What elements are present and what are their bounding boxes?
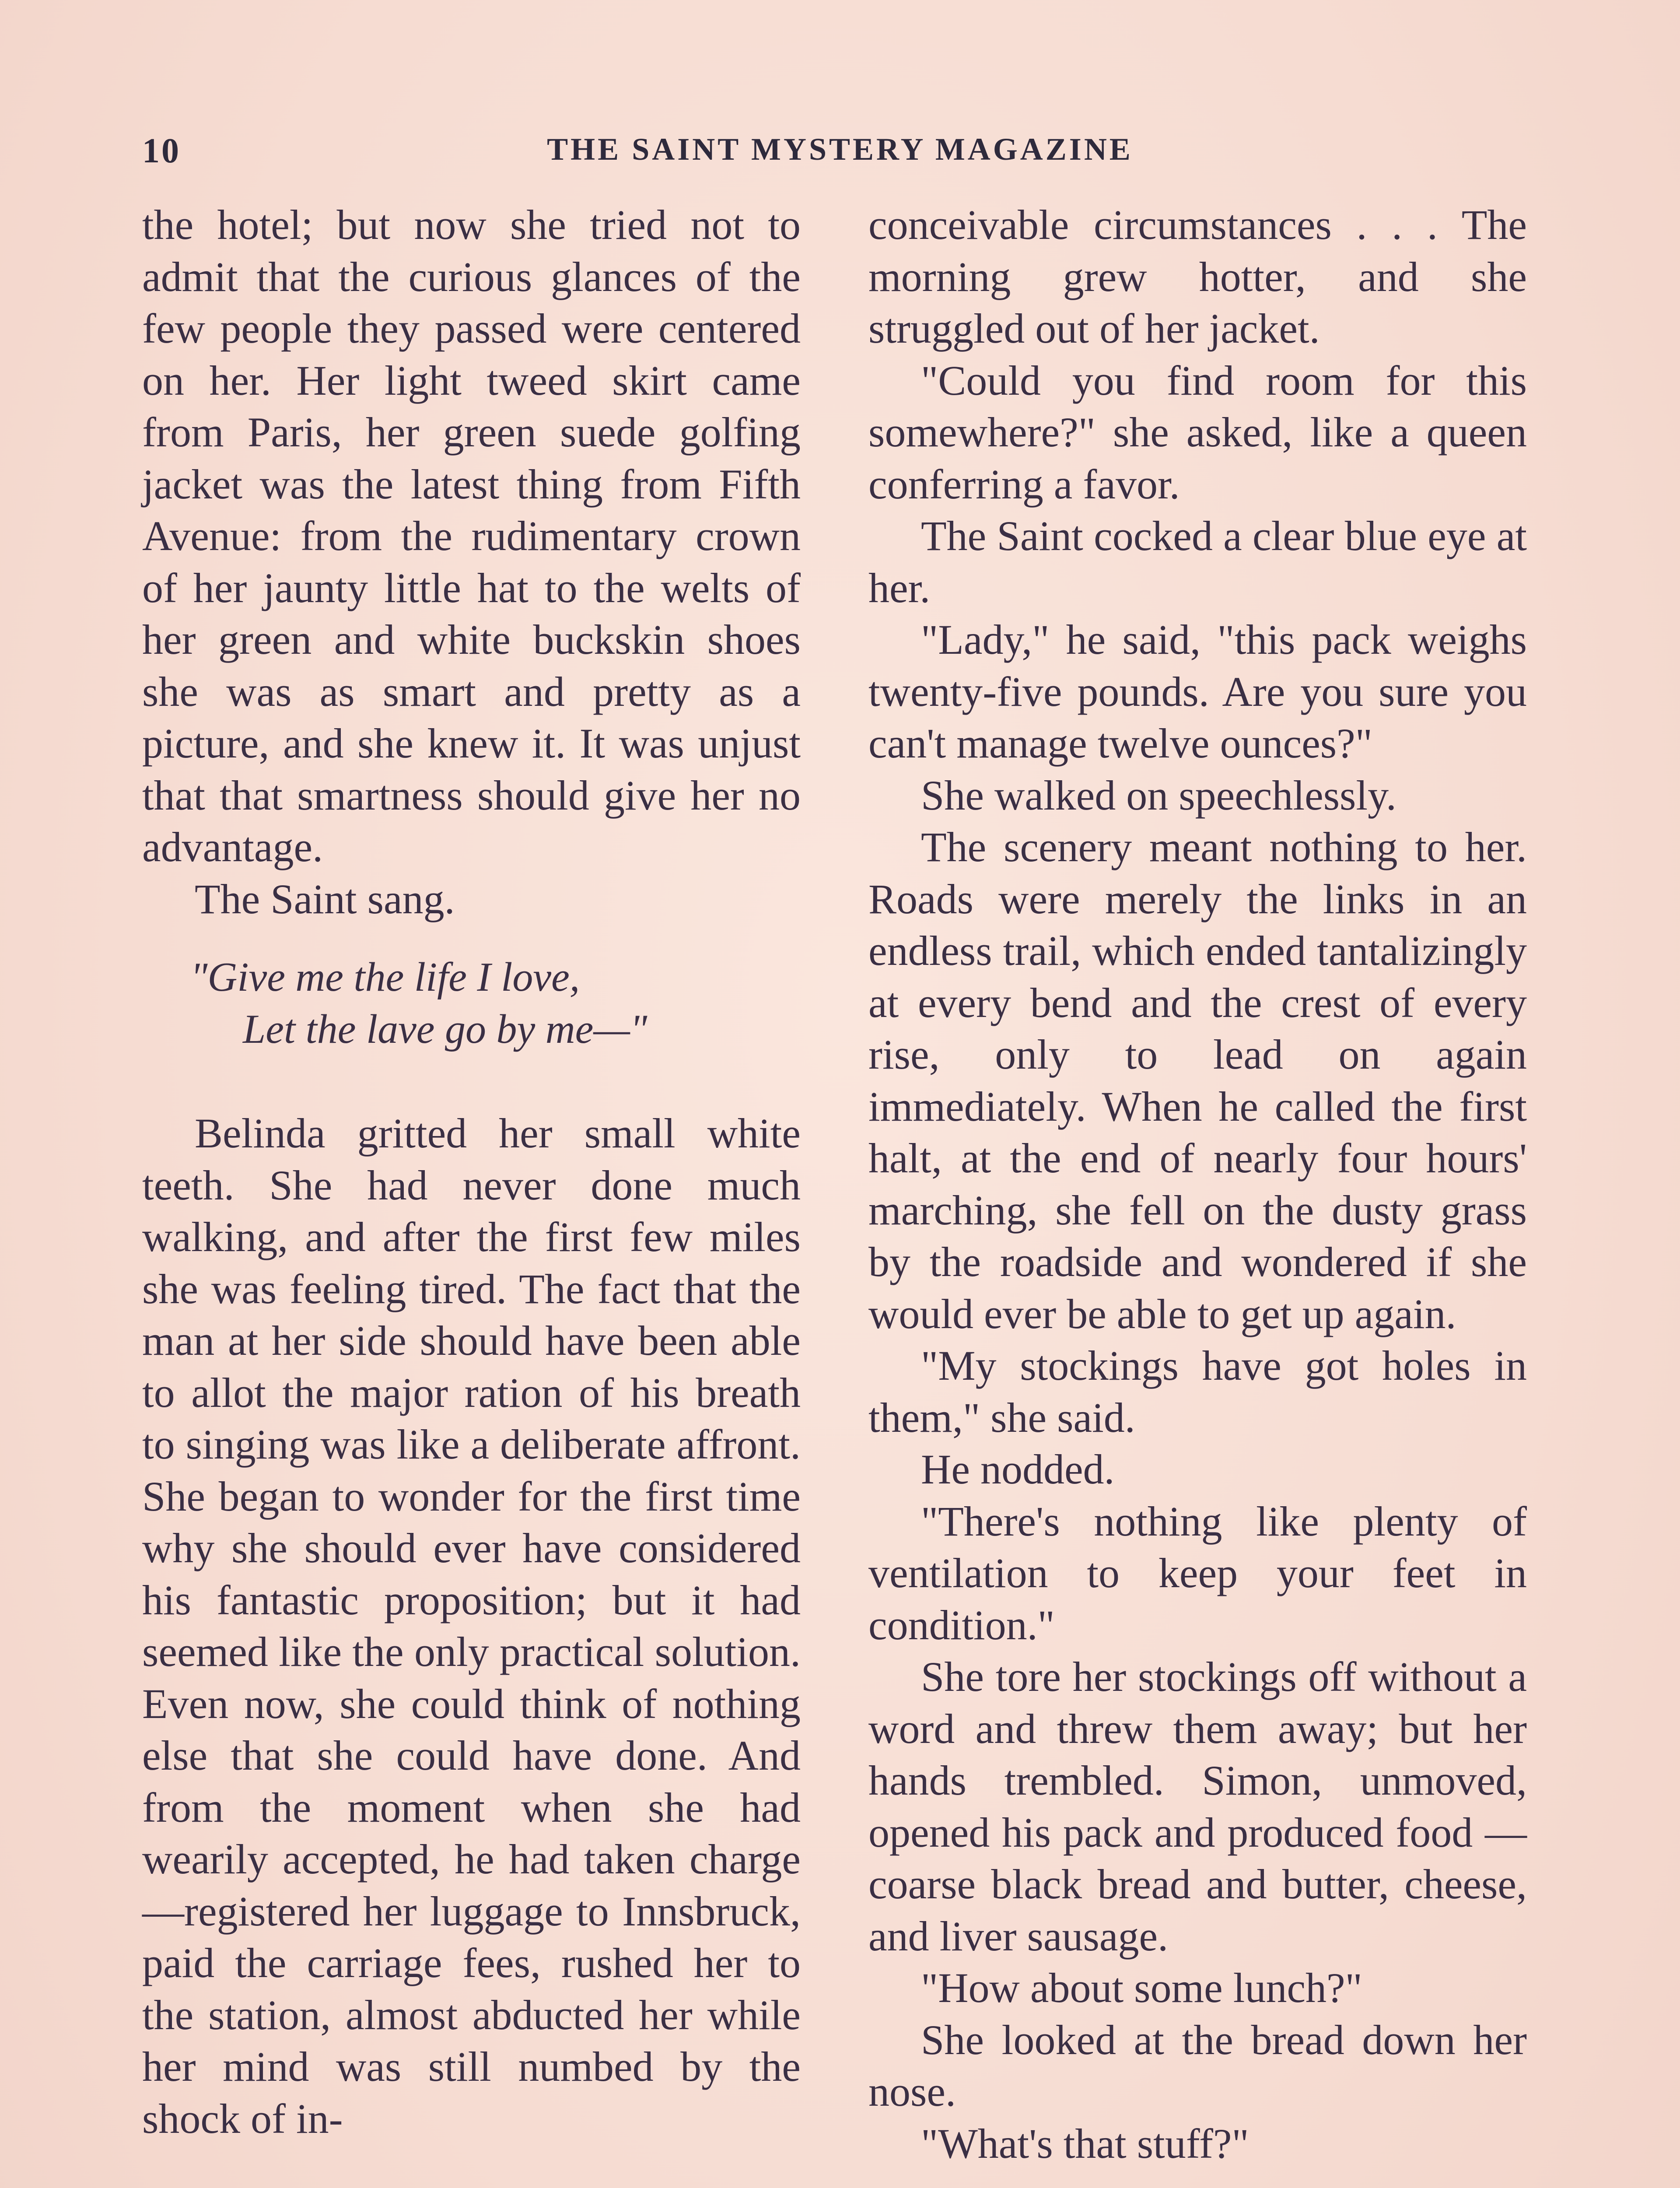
paragraph: The Saint sang. bbox=[195, 875, 455, 922]
paragraph: The Saint cocked a clear blue eye at her. bbox=[868, 512, 1527, 611]
paragraph: "Lady," he said, "this pack weighs twenty-five pounds. Are you sure you can't manage twelve ounces?" bbox=[868, 616, 1527, 767]
paragraph: conceivable circumstances . . . The morning grew hotter, and she struggled out of her jacket. bbox=[868, 201, 1527, 352]
paragraph: "What's that stuff?" bbox=[921, 2120, 1249, 2167]
right-column bbox=[868, 199, 1527, 2170]
paragraph: "How about some lunch?" bbox=[921, 1964, 1362, 2011]
paragraph: He nodded. bbox=[921, 1446, 1115, 1493]
paragraph: The scenery meant nothing to her. Roads were merely the links in an endless trail, which ended tantalizingly at every bend and the crest of every rise, only to lead on again immediately. When he called the first halt, at the end of nearly four hours' marching, she fell on the dusty grass by the roadside and wondered if she would ever be able to get up again. bbox=[868, 824, 1527, 1337]
running-head-title: THE SAINT MYSTERY MAGAZINE bbox=[547, 132, 1133, 167]
paragraph: Belinda gritted her small white teeth. She had never done much walking, and after the first few miles she was feeling tired. The fact that the man at her side should have been able to allot the major ration of his breath to singing was like a deliberate affront. She began to wonder for the first time why she should ever have considered his fantastic proposition; but it had seemed like the only practical solution. Even now, she could think of nothing else that she could have done. And from the moment when she had wearily accepted, he had taken charge—registered her luggage to Innsbruck, paid the carriage fees, rushed her to the station, almost abducted her while her mind was still numbed by the shock of in- bbox=[142, 1110, 801, 2142]
paragraph: She walked on speechlessly. bbox=[921, 771, 1396, 819]
paragraph: the hotel; but now she tried not to admit that the curious glances of the few people they passed were centered on her. Her light tweed skirt came from Paris, her green suede golfing jacket was the latest thing from Fifth Avenue: from the rudimentary crown of her jaunty little hat to the welts of her green and white buckskin shoes she was as smart and pretty as a picture, and she knew it. It was unjust that that smartness should give her no advantage. bbox=[142, 201, 801, 870]
paragraph: "There's nothing like plenty of ventilation to keep your feet in condition." bbox=[868, 1497, 1527, 1648]
paragraph: She tore her stockings off without a word and threw them away; but her hands trembled. Simon, unmoved, opened his pack and produced food — coarse black bread and butter, cheese, and liver sausage. bbox=[868, 1653, 1527, 1960]
verse-line: "Give me the life I love, bbox=[190, 954, 580, 1000]
verse-block bbox=[142, 951, 801, 1055]
page-number: 10 bbox=[142, 132, 181, 170]
verse-line: Let the lave go by me—" bbox=[243, 1006, 648, 1052]
paragraph: She looked at the bread down her nose. bbox=[868, 2016, 1527, 2115]
left-column bbox=[142, 199, 801, 2145]
page-header bbox=[142, 131, 1538, 179]
paragraph: "Could you find room for this somewhere?" she asked, like a queen conferring a favor. bbox=[868, 357, 1527, 508]
paragraph: "My stockings have got holes in them," she said. bbox=[868, 1342, 1527, 1441]
